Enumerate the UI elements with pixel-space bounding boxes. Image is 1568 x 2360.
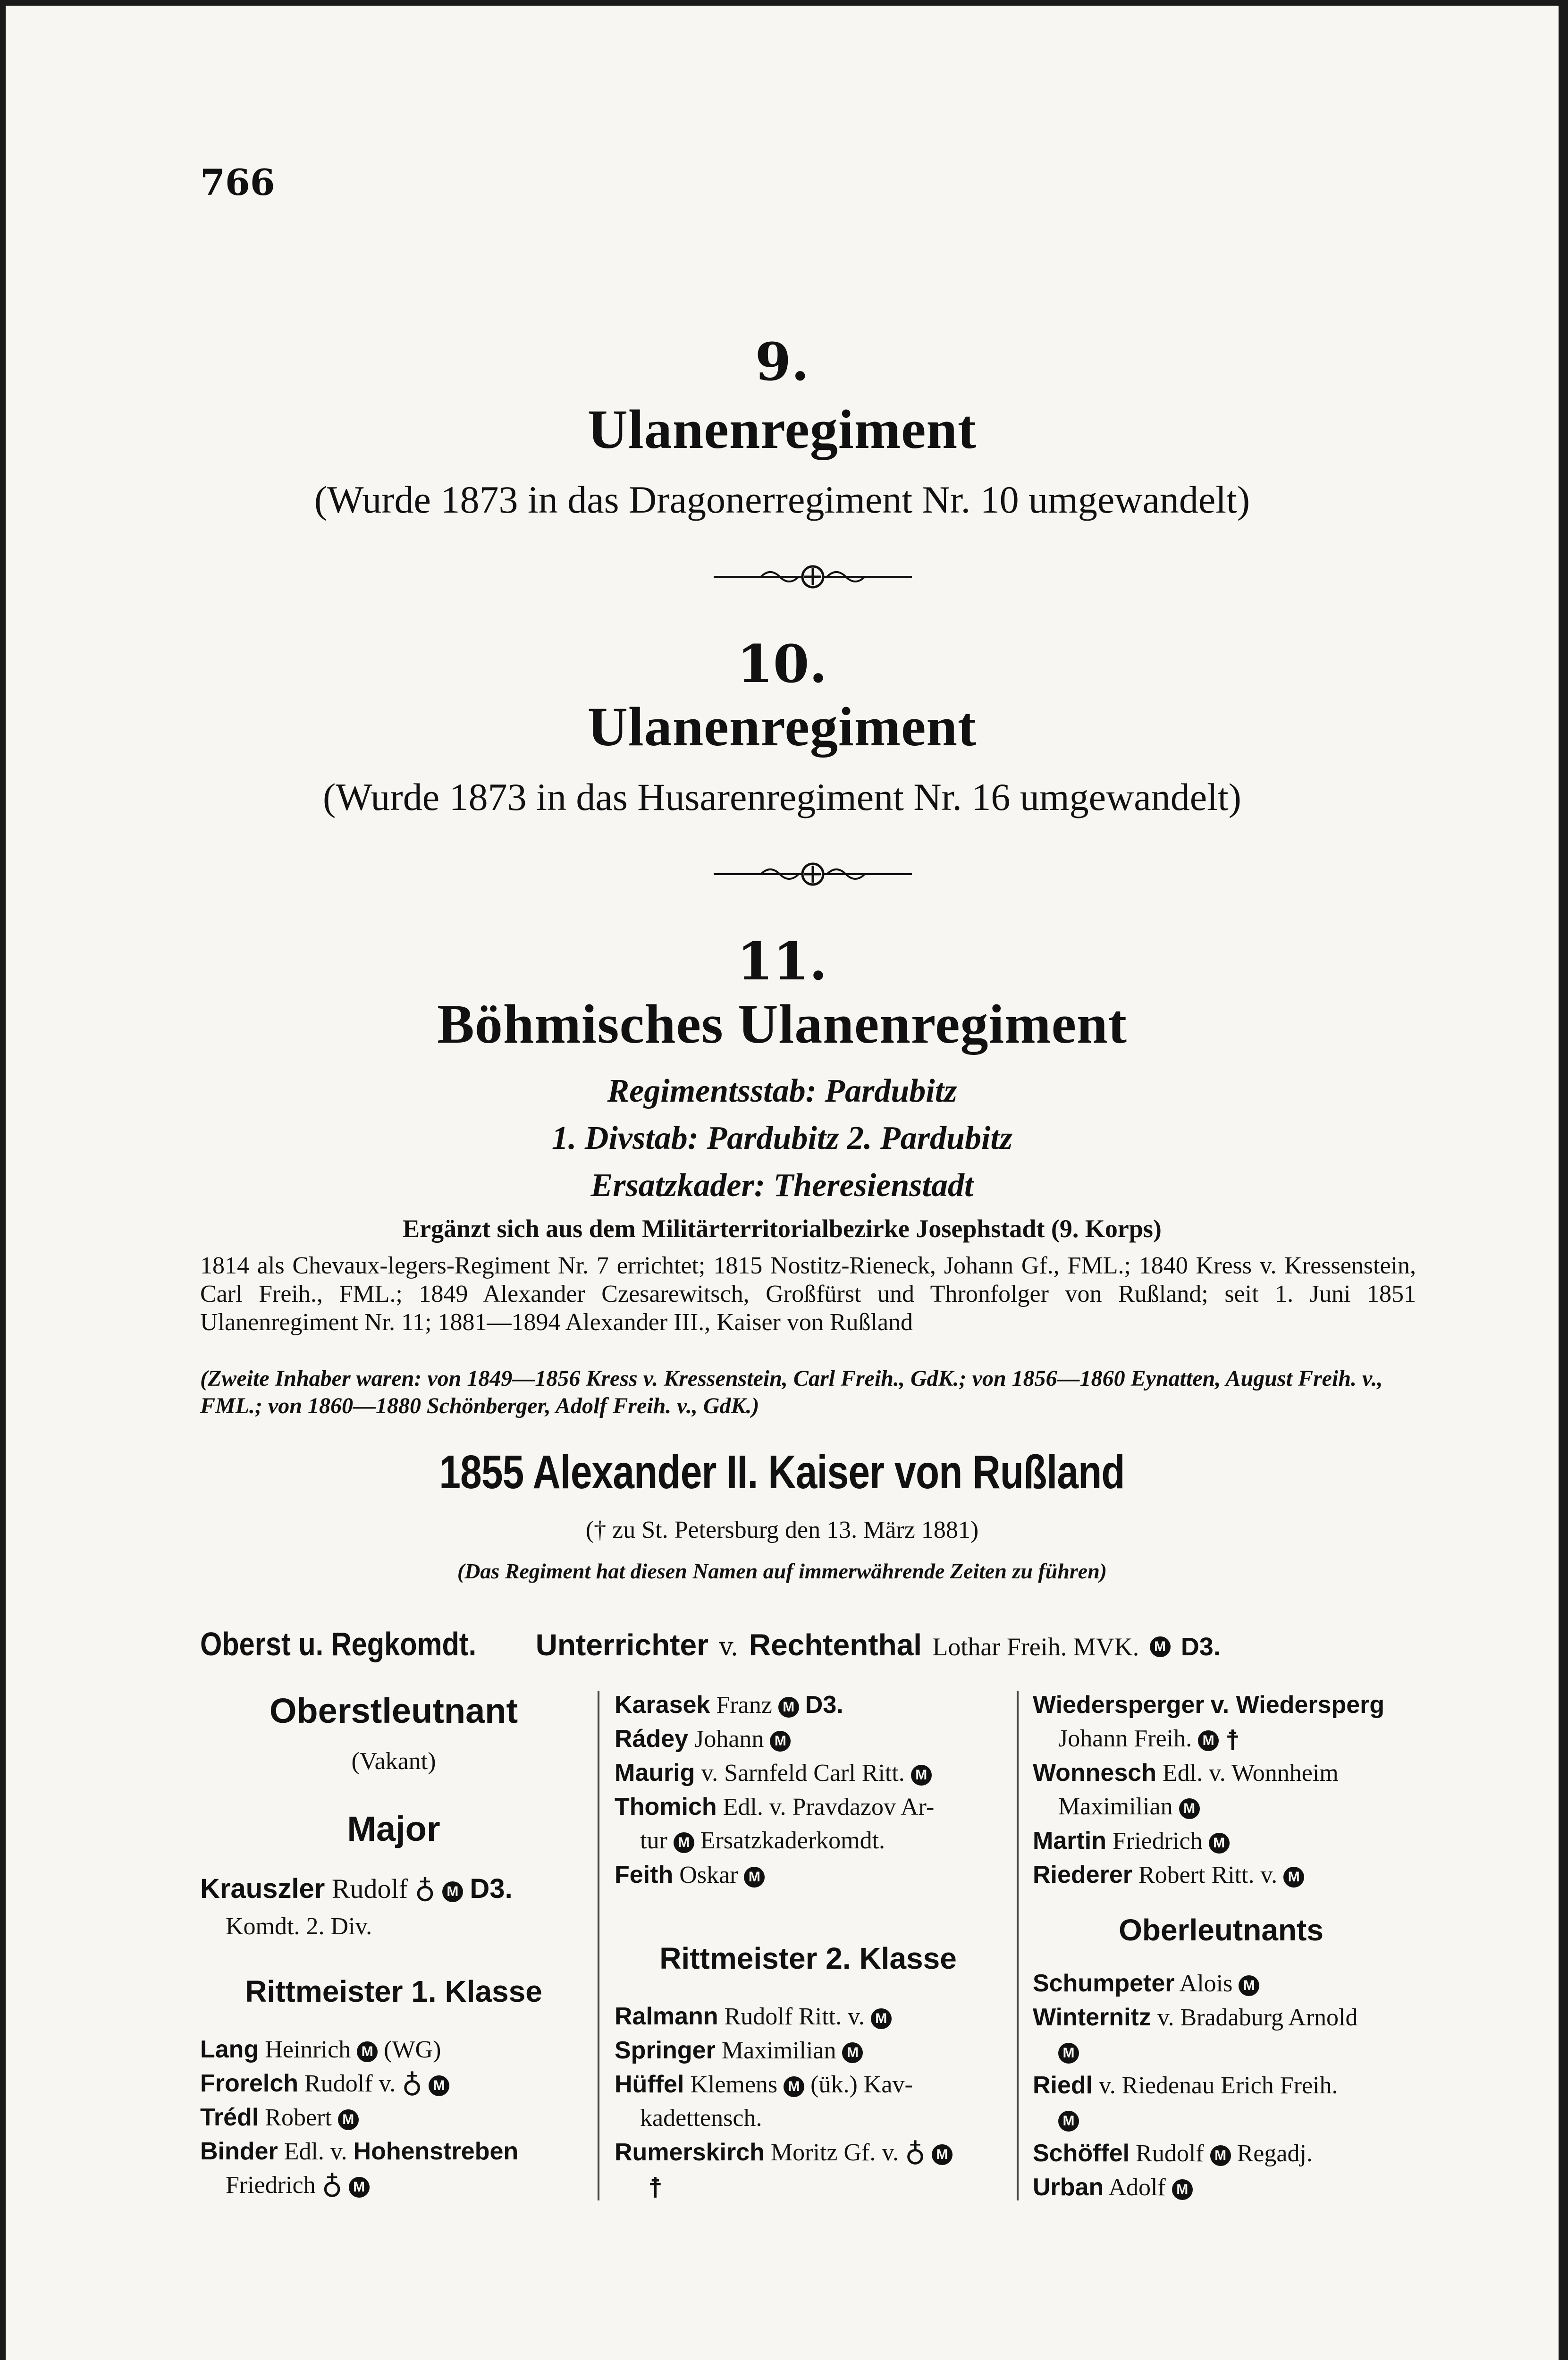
inhaber-heading: 1855 Alexander II. Kaiser von Rußland	[439, 1446, 1125, 1499]
list-item	[1033, 2173, 1193, 2202]
military-merit-medal-icon: M	[784, 2076, 804, 2097]
entry-rest: tur	[640, 1827, 667, 1854]
column-divider	[1017, 1691, 1019, 2200]
entry-name: Lang	[200, 2036, 259, 2063]
military-merit-medal-icon: M	[744, 1867, 765, 1888]
entry-name: Thomich	[615, 1793, 717, 1821]
entry-name: Frorelch	[200, 2070, 299, 2097]
list-item	[615, 2138, 953, 2169]
list-item	[615, 2070, 913, 2099]
military-merit-medal-icon: M	[1198, 1730, 1219, 1751]
entry-rest: Franz	[716, 1692, 772, 1719]
list-item	[1033, 1969, 1259, 1998]
entry-after: Ersatzkaderkomdt.	[700, 1827, 885, 1854]
rittmeister-2-heading: Rittmeister 2. Klasse	[659, 1941, 957, 1975]
column-divider	[598, 1691, 599, 2200]
entry-rest: Moritz Gf. v.	[770, 2139, 899, 2166]
order-cross-icon: ♁	[414, 1876, 436, 1907]
ornament-divider-icon	[714, 860, 912, 888]
entry-rest: v. Sarnfeld Carl Ritt.	[701, 1760, 905, 1787]
entry-name: Schumpeter	[1033, 1970, 1175, 1997]
entry-name: Rumerskirch	[615, 2139, 765, 2166]
entry-name: Hüffel	[615, 2071, 684, 2098]
rittmeister-1-heading: Rittmeister 1. Klasse	[245, 1974, 542, 2008]
entry-rest: Oskar	[679, 1862, 738, 1888]
entry-rest: Johann Freih.	[1058, 1725, 1192, 1752]
death-note: († zu St. Petersburg den 13. März 1881)	[585, 1517, 979, 1543]
oberstleutnant-heading: Oberstleutnant	[269, 1691, 518, 1730]
list-item	[640, 1827, 885, 1855]
regiment-10-title: Ulanenregiment	[587, 696, 977, 758]
military-merit-medal-icon: M	[429, 2075, 449, 2096]
list-item	[200, 2137, 518, 2166]
entry-rest: Klemens	[690, 2071, 778, 2098]
commander-d3: D3.	[1180, 1633, 1221, 1661]
entry-after: D3.	[805, 1691, 843, 1719]
cross-icon: ☨	[648, 2173, 663, 2204]
military-merit-medal-icon: M	[770, 1731, 791, 1752]
entry-rest: v. Bradaburg Arnold	[1157, 2004, 1358, 2031]
entry-rest: Robert	[265, 2104, 332, 2131]
entry-rest: Friedrich	[226, 2172, 316, 2199]
entry-rest: Edl. v.	[284, 2138, 347, 2165]
entry-rest: kadettensch.	[640, 2105, 762, 2132]
regiment-9-title: Ulanenregiment	[587, 398, 977, 460]
entry-rest: v. Riedenau Erich Freih.	[1099, 2072, 1338, 2099]
major-entry	[200, 1875, 513, 1906]
entry-rest: Heinrich	[265, 2036, 351, 2063]
list-item	[1033, 1861, 1304, 1889]
entry-name: Wonnesch	[1033, 1759, 1156, 1787]
entry-name: Winternitz	[1033, 2004, 1151, 2031]
page	[6, 6, 1559, 2360]
major-rest: Rudolf	[331, 1873, 408, 1904]
military-merit-medal-icon: M	[1179, 1798, 1200, 1819]
military-merit-medal-icon: M	[1150, 1636, 1171, 1657]
list-item	[1033, 2071, 1338, 2100]
regiment-10-number: 10.	[737, 633, 827, 694]
list-item	[1058, 2105, 1079, 2133]
list-item	[615, 1759, 932, 1787]
military-merit-medal-icon: M	[1058, 2043, 1079, 2064]
entry-rest: Maximilian	[1058, 1793, 1173, 1820]
military-merit-medal-icon: M	[1209, 1833, 1230, 1854]
entry-rest: Friedrich	[1113, 1828, 1203, 1854]
vakant-text: (Vakant)	[351, 1748, 436, 1775]
military-merit-medal-icon: M	[1210, 2145, 1231, 2166]
list-item	[200, 2103, 359, 2132]
list-item	[615, 1793, 934, 1821]
entry-name: Trédl	[200, 2104, 259, 2131]
entry-rest: v. Wiedersperg	[1210, 1691, 1385, 1719]
order-cross-icon: ♁	[402, 2070, 423, 2102]
ersatzkader: Ersatzkader: Theresienstadt	[590, 1167, 974, 1204]
commander-name2: Rechtenthal	[749, 1628, 922, 1662]
list-item	[1033, 2139, 1313, 2168]
entry-name: Maurig	[615, 1759, 695, 1787]
second-owners-paragraph: (Zweite Inhaber waren: von 1849—1856 Kress v. Kressenstein, Carl Freih., GdK.; von 1856—1860 Eynatten, August Freih. v., FML.; von 1860—1880 Schönberger, Adolf Freih. v., GdK.)	[200, 1366, 1383, 1418]
list-item	[1033, 2003, 1357, 2032]
military-merit-medal-icon: M	[1058, 2111, 1079, 2132]
entry-rest: Maximilian	[721, 2037, 836, 2064]
commander-rank: Oberst u. Regkomdt.	[200, 1626, 477, 1662]
commander-name: Unterrichter	[535, 1628, 708, 1662]
list-item	[1033, 1691, 1384, 1719]
list-item	[200, 2069, 449, 2100]
list-item	[648, 2172, 663, 2202]
entry-after: Hohenstreben	[353, 2138, 519, 2165]
entry-rest: Adolf	[1108, 2174, 1166, 2201]
entry-name: Feith	[615, 1861, 674, 1888]
list-item	[615, 1725, 791, 1753]
entry-rest: Robert Ritt. v.	[1138, 1862, 1278, 1888]
major-heading: Major	[347, 1809, 440, 1848]
military-merit-medal-icon: M	[338, 2109, 359, 2130]
list-item	[615, 1691, 843, 1719]
order-cross-icon: ♁	[321, 2172, 343, 2203]
military-merit-medal-icon: M	[932, 2144, 953, 2165]
list-item	[615, 2036, 863, 2065]
list-item	[1058, 1793, 1200, 1821]
entry-name: Ralmann	[615, 2003, 718, 2030]
ornament-divider-icon	[714, 563, 912, 591]
military-merit-medal-icon: M	[842, 2042, 863, 2063]
regiment-9-number: 9.	[755, 331, 809, 392]
entry-name: Riedl	[1033, 2072, 1093, 2099]
regimentsstab: Regimentsstab: Pardubitz	[607, 1073, 957, 1109]
military-merit-medal-icon: M	[357, 2041, 378, 2062]
commander-line	[200, 1625, 1221, 1663]
entry-rest: Rudolf v.	[304, 2070, 396, 2097]
entry-after: Regadj.	[1237, 2140, 1313, 2167]
entry-rest: Rudolf	[1136, 2140, 1204, 2167]
entry-name: Karasek	[615, 1691, 710, 1719]
list-item	[1033, 1759, 1339, 1787]
entry-name: Springer	[615, 2037, 716, 2064]
regiment-10-note: (Wurde 1873 in das Husarenregiment Nr. 16 umgewandelt)	[323, 775, 1241, 818]
entry-rest: Edl. v. Wonnheim	[1162, 1760, 1339, 1787]
regiment-9-note: (Wurde 1873 in das Dragonerregiment Nr. 10 umgewandelt)	[314, 478, 1250, 521]
list-item	[1058, 2037, 1079, 2065]
entry-rest: Edl. v. Pravdazov Ar-	[723, 1794, 935, 1821]
list-item	[615, 2002, 892, 2031]
military-merit-medal-icon: M	[1239, 1975, 1259, 1996]
list-item	[226, 2171, 370, 2201]
entry-name: Urban	[1033, 2174, 1104, 2201]
commander-rest: Lothar Freih. MVK.	[932, 1633, 1139, 1661]
military-merit-medal-icon: M	[1283, 1867, 1304, 1888]
military-merit-medal-icon: M	[1172, 2179, 1193, 2200]
list-item	[1058, 1725, 1240, 1755]
regiment-11-number: 11.	[737, 931, 827, 992]
entry-after: (WG)	[384, 2036, 441, 2063]
regiment-11-title: Böhmisches Ulanenregiment	[437, 993, 1127, 1055]
list-item	[200, 2035, 441, 2064]
cross-icon: ☨	[1225, 1725, 1240, 1757]
oberleutnants-heading: Oberleutnants	[1119, 1913, 1324, 1947]
military-merit-medal-icon: M	[778, 1697, 799, 1718]
history-paragraph: 1814 als Chevaux-legers-Regiment Nr. 7 errichtet; 1815 Nostitz-Rieneck, Johann Gf., FML.; 1840 Kress v. Kressenstein, Carl Freih., FML.; 1849 Alexander Czesarewitsch, Großfürst und Thronfolger von Rußland; seit 1. Juni 1851 Ulanenregiment Nr. 11; 1881—1894 Alexander III., Kaiser von Rußland	[200, 1252, 1416, 1336]
military-merit-medal-icon: M	[349, 2177, 370, 2198]
entry-name: Riederer	[1033, 1861, 1132, 1888]
divstab: 1. Divstab: Pardubitz 2. Pardubitz	[551, 1120, 1013, 1156]
entry-name: Rádey	[615, 1725, 689, 1753]
entry-rest: Rudolf Ritt. v.	[724, 2003, 865, 2030]
ergaenzt-text: Ergänzt sich aus dem Militärterritorialbezirke Josephstadt (9. Korps)	[403, 1214, 1162, 1243]
list-item	[640, 2104, 762, 2132]
entry-name: Binder	[200, 2138, 278, 2165]
order-cross-icon: ♁	[904, 2139, 926, 2171]
military-merit-medal-icon: M	[871, 2008, 892, 2029]
military-merit-medal-icon: M	[911, 1765, 932, 1786]
entry-after: (ük.) Kav-	[810, 2071, 913, 2098]
entry-name: Wiedersperger	[1033, 1691, 1205, 1719]
list-item	[615, 1861, 765, 1889]
entry-rest: Johann	[694, 1726, 764, 1753]
name-note: (Das Regiment hat diesen Namen auf immerwährende Zeiten zu führen)	[457, 1559, 1107, 1583]
entry-rest: Alois	[1179, 1970, 1233, 1997]
commander-v: v.	[719, 1632, 739, 1661]
major-komdt: Komdt. 2. Div.	[226, 1913, 372, 1940]
major-d3: D3.	[470, 1873, 513, 1904]
list-item	[1033, 1827, 1230, 1855]
military-merit-medal-icon: M	[674, 1832, 694, 1853]
entry-name: Martin	[1033, 1827, 1106, 1854]
military-merit-medal-icon: M	[442, 1881, 463, 1902]
entry-name: Schöffel	[1033, 2140, 1130, 2167]
major-name: Krauszler	[200, 1873, 325, 1904]
page-number: 766	[200, 161, 275, 203]
